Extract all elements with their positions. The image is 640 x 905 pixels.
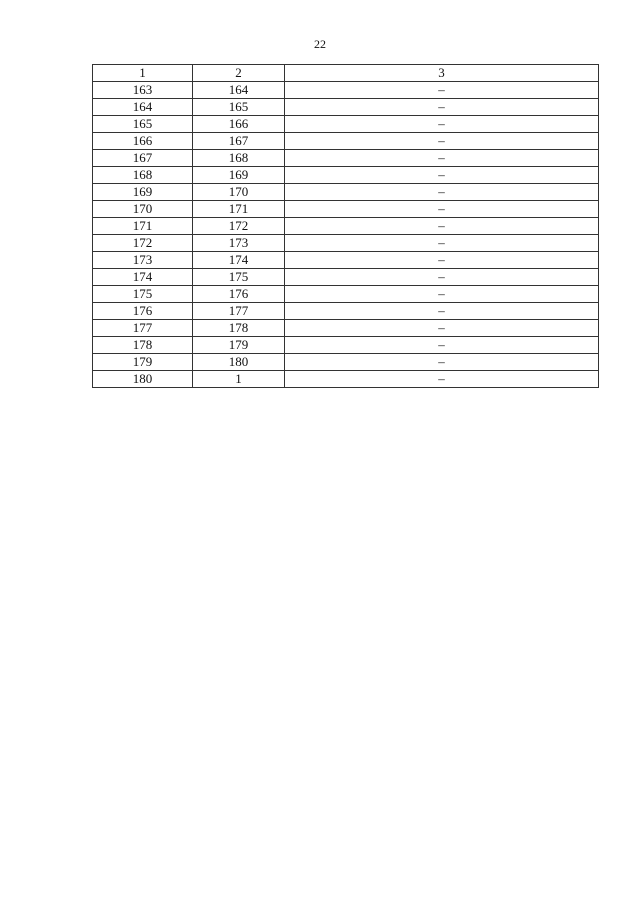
table-row xyxy=(93,150,599,167)
table-row xyxy=(93,286,599,303)
table-cell-col-3: – xyxy=(285,320,599,337)
table-row xyxy=(93,201,599,218)
table-cell-col-3: – xyxy=(285,99,599,116)
table-cell-col-2: 1 xyxy=(193,371,285,388)
table-cell-col-3: – xyxy=(285,354,599,371)
table-cell-col-2: 179 xyxy=(193,337,285,354)
table-body xyxy=(93,82,599,388)
table-cell-col-1: 176 xyxy=(93,303,193,320)
table-row xyxy=(93,320,599,337)
data-table xyxy=(92,64,599,388)
table-cell-col-1: 169 xyxy=(93,184,193,201)
table-cell-col-3: – xyxy=(285,167,599,184)
table-cell-col-1: 172 xyxy=(93,235,193,252)
table-cell-col-1: 175 xyxy=(93,286,193,303)
table-row xyxy=(93,116,599,133)
table-cell-col-3: – xyxy=(285,82,599,99)
table-cell-col-1: 166 xyxy=(93,133,193,150)
table-cell-col-2: 169 xyxy=(193,167,285,184)
table-cell-col-1: 168 xyxy=(93,167,193,184)
table-row xyxy=(93,371,599,388)
table-cell-col-1: 171 xyxy=(93,218,193,235)
table-cell-col-1: 180 xyxy=(93,371,193,388)
table-row xyxy=(93,337,599,354)
table-cell-col-2: 165 xyxy=(193,99,285,116)
table-cell-col-3: – xyxy=(285,133,599,150)
table-cell-col-3: – xyxy=(285,201,599,218)
column-header-3: 3 xyxy=(285,65,599,82)
table-cell-col-2: 167 xyxy=(193,133,285,150)
table-cell-col-1: 167 xyxy=(93,150,193,167)
table-row xyxy=(93,184,599,201)
table-cell-col-1: 179 xyxy=(93,354,193,371)
table-cell-col-2: 166 xyxy=(193,116,285,133)
table-cell-col-2: 178 xyxy=(193,320,285,337)
table-cell-col-3: – xyxy=(285,337,599,354)
table-row xyxy=(93,252,599,269)
table-cell-col-1: 164 xyxy=(93,99,193,116)
table-cell-col-1: 170 xyxy=(93,201,193,218)
table-row xyxy=(93,354,599,371)
table-cell-col-3: – xyxy=(285,269,599,286)
table-cell-col-1: 178 xyxy=(93,337,193,354)
table-cell-col-3: – xyxy=(285,303,599,320)
table-cell-col-2: 164 xyxy=(193,82,285,99)
table-cell-col-3: – xyxy=(285,235,599,252)
table-row xyxy=(93,303,599,320)
table-cell-col-2: 172 xyxy=(193,218,285,235)
table-cell-col-3: – xyxy=(285,184,599,201)
table-header-row xyxy=(93,65,599,82)
table-cell-col-3: – xyxy=(285,116,599,133)
table-cell-col-1: 173 xyxy=(93,252,193,269)
table-cell-col-2: 175 xyxy=(193,269,285,286)
table-row xyxy=(93,82,599,99)
table-cell-col-2: 174 xyxy=(193,252,285,269)
table-cell-col-3: – xyxy=(285,218,599,235)
table-row xyxy=(93,99,599,116)
table-cell-col-1: 163 xyxy=(93,82,193,99)
column-header-1: 1 xyxy=(93,65,193,82)
table-row xyxy=(93,133,599,150)
table-cell-col-2: 171 xyxy=(193,201,285,218)
column-header-2: 2 xyxy=(193,65,285,82)
table-row xyxy=(93,167,599,184)
table-row xyxy=(93,235,599,252)
table-cell-col-2: 173 xyxy=(193,235,285,252)
table-row xyxy=(93,218,599,235)
table-cell-col-3: – xyxy=(285,252,599,269)
table-cell-col-2: 180 xyxy=(193,354,285,371)
page-number: 22 xyxy=(314,37,326,51)
table-cell-col-1: 174 xyxy=(93,269,193,286)
table-cell-col-2: 170 xyxy=(193,184,285,201)
table-cell-col-2: 168 xyxy=(193,150,285,167)
table-cell-col-1: 177 xyxy=(93,320,193,337)
table-cell-col-3: – xyxy=(285,286,599,303)
table-cell-col-3: – xyxy=(285,371,599,388)
table-cell-col-2: 177 xyxy=(193,303,285,320)
table-cell-col-2: 176 xyxy=(193,286,285,303)
table-row xyxy=(93,269,599,286)
table-cell-col-1: 165 xyxy=(93,116,193,133)
table-cell-col-3: – xyxy=(285,150,599,167)
